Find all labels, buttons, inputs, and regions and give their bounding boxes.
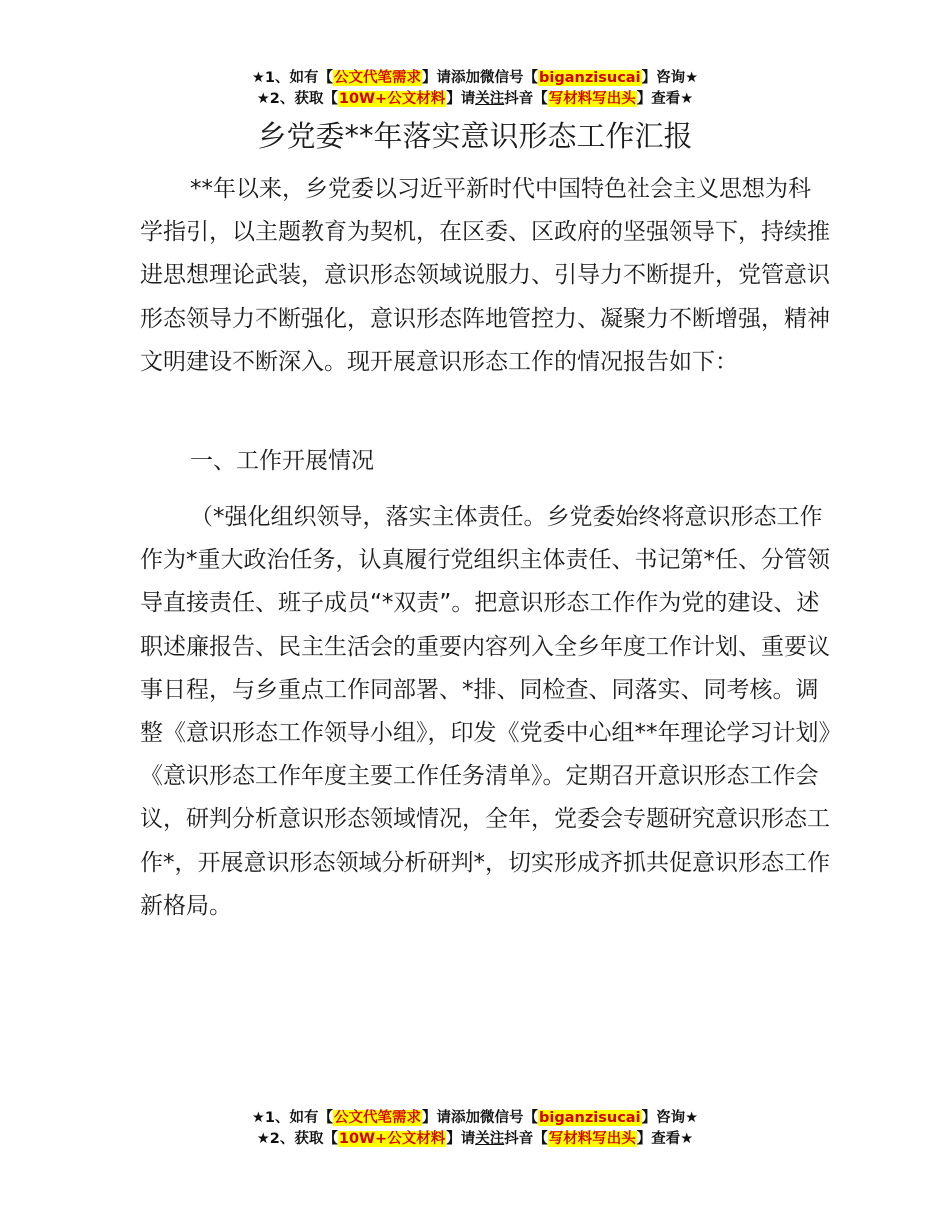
section-heading: 一、工作开展情况 [190,448,374,474]
promo-text: 】请 [446,91,476,107]
promo-text: 】查看★ [636,91,694,107]
wechat-id-highlight: biganzisucai [539,70,641,86]
promo-line-2 [0,1129,950,1150]
promo-text: 抖音【 [504,1131,548,1147]
promo-banner-top [0,68,950,110]
promo-banner-bottom [0,1108,950,1150]
promo-text: 】查看★ [636,1131,694,1147]
promo-highlight: 10W+公文材料 [338,91,446,107]
douyin-id-highlight: 写材料写出头 [548,1131,636,1147]
promo-text: 】请添加微信号【 [422,1110,539,1126]
section-heading-wrap [140,440,830,483]
section-body-wrap [140,496,830,928]
promo-text: ★2、获取【 [256,91,338,107]
promo-line-2 [0,89,950,110]
douyin-id-highlight: 写材料写出头 [548,91,636,107]
promo-text: ★1、如有【 [251,1110,334,1126]
promo-text: 】请添加微信号【 [422,70,539,86]
document-title: 乡党委**年落实意识形态工作汇报 [257,119,693,153]
promo-line-1 [0,68,950,89]
promo-text: ★2、获取【 [256,1131,338,1147]
promo-text: 】咨询★ [641,1110,699,1126]
promo-highlight: 10W+公文材料 [338,1131,446,1147]
paragraph-section-1: （*强化组织领导，落实主体责任。乡党委始终将意识形态工作作为*重大政治任务，认真履行党组织主体责任、书记第*任、分管领导直接责任、班子成员“*双责”。把意识形态工作作为党的建设、述职述廉报告、民主生活会的重要内容列入全乡年度工作计划、重要议事日程，与乡重点工作同部署、*排、同检查、同落实、同考核。调整《意识形态工作领导小组》，印发《党委中心组**年理论学习计划》《意识形态工作年度主要工作任务清单》。定期召开意识形态工作会议，研判分析意识形态领域情况，全年，党委会专题研究意识形态工作*，开展意识形态领域分析研判*，切实形成齐抓共促意识形态工作新格局。 [140,504,830,919]
promo-text: 】请 [446,1131,476,1147]
document-body [140,168,830,384]
promo-text: 】咨询★ [641,70,699,86]
promo-highlight: 公文代笔需求 [334,1110,422,1126]
promo-text: 抖音【 [504,91,548,107]
wechat-id-highlight: biganzisucai [539,1110,641,1126]
paragraph-intro: **年以来，乡党委以习近平新时代中国特色社会主义思想为科学指引，以主题教育为契机，在区委、区政府的坚强领导下，持续推进思想理论武装，意识形态领域说服力、引导力不断提升，党管意识形态领导力不断强化，意识形态阵地管控力、凝聚力不断增强，精神文明建设不断深入。现开展意识形态工作的情况报告如下： [140,176,830,375]
promo-highlight: 公文代笔需求 [334,70,422,86]
promo-underlined: 关注 [475,1131,505,1147]
promo-line-1 [0,1108,950,1129]
promo-text: ★1、如有【 [251,70,334,86]
promo-underlined: 关注 [475,91,505,107]
